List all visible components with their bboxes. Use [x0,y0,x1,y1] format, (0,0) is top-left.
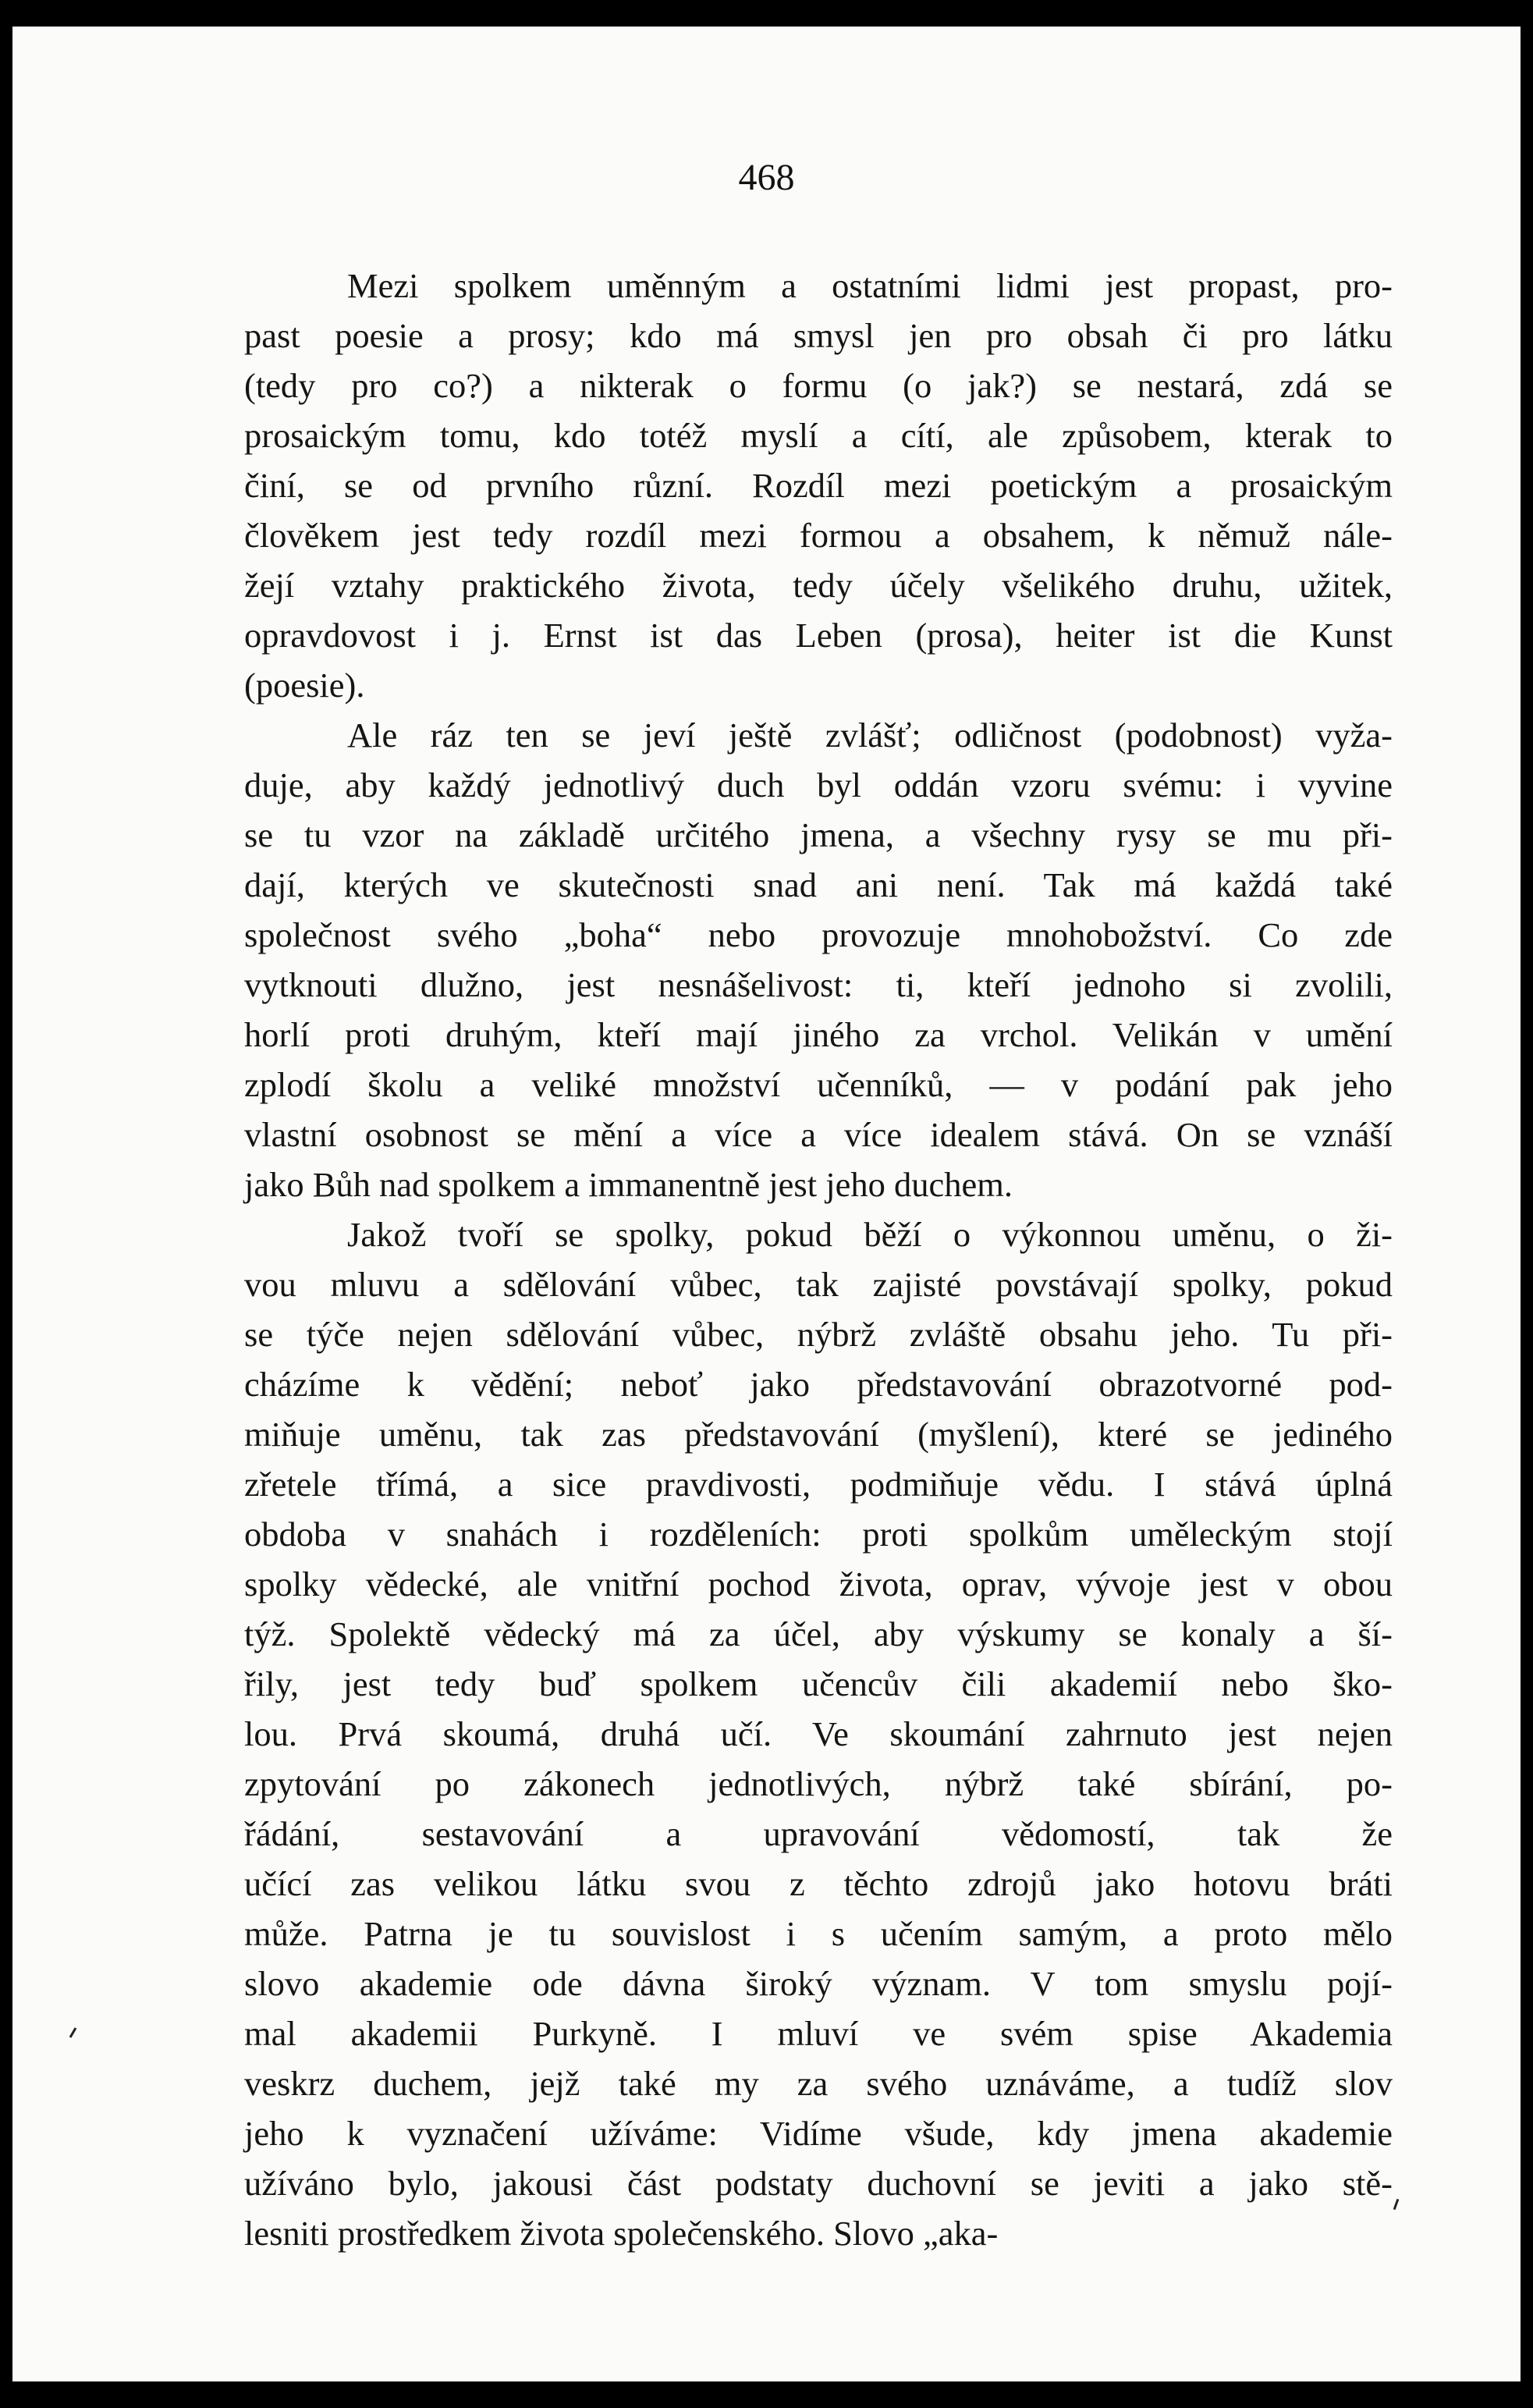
text-line: (poesie). [244,666,365,705]
text-line: může. Patrna je tu souvislost i s učením samým, a proto mělo [244,1914,1393,1953]
text-line: užíváno bylo, jakousi část podstaty duchovní se jeviti a jako stě- [244,2164,1393,2203]
paragraph [244,261,1393,710]
text-line: lou. Prvá skoumá, druhá učí. Ve skoumání zahrnuto jest nejen [244,1714,1393,1753]
text-line: vou mluvu a sdělování vůbec, tak zajisté povstávají spolky, pokud [244,1265,1393,1304]
text-line: Jakož tvoří se spolky, pokud běží o výkonnou uměnu, o ži- [347,1215,1393,1254]
text-line: cházíme k vědění; neboť jako představování obrazotvorné pod- [244,1365,1393,1404]
text-line: (tedy pro co?) a nikterak o formu (o jak?) se nestará, zdá se [244,366,1393,405]
text-line: horlí proti druhým, kteří mají jiného za vrchol. Velikán v umění [244,1015,1393,1054]
page-number: 468 [738,157,795,198]
text-line: vytknouti dlužno, jest nesnášelivost: ti, kteří jednoho si zvolili, [244,965,1393,1004]
text-line: řádání, sestavování a upravování vědomostí, tak že [244,1814,1393,1853]
text-line: miňuje uměnu, tak zas představování (myšlení), které se jediného [244,1415,1393,1454]
text-line: spolky vědecké, ale vnitřní pochod života, oprav, vývoje jest v obou [244,1564,1393,1604]
text-line: dají, kterých ve skutečnosti snad ani není. Tak má každá také [244,865,1393,904]
text-line: společnost svého „boha“ nebo provozuje mnohobožství. Co zde [244,915,1393,954]
text-line: jeho k vyznačení užíváme: Vidíme všude, kdy jmena akademie [244,2114,1393,2153]
text-line: jako Bůh nad spolkem a immanentně jest jeho duchem. [244,1165,1013,1204]
paragraph [244,1209,1393,2258]
text-line: řily, jest tedy buď spolkem učencův čili akademií nebo ško- [244,1664,1393,1703]
text-line: týž. Spolektě vědecký má za účel, aby výskumy se konaly a ší- [244,1614,1393,1653]
text-line: duje, aby každý jednotlivý duch byl oddán vzoru svému: i vyvine [244,765,1393,804]
text-line: vlastní osobnost se mění a více a více idealem stává. On se vznáší [244,1115,1393,1154]
text-line: veskrz duchem, jejž také my za svého uznáváme, a tudíž slov [244,2064,1393,2103]
body-text [244,261,1393,2258]
text-line: se tu vzor na základě určitého jmena, a všechny rysy se mu při- [244,815,1393,854]
text-line: obdoba v snahách i rozděleních: proti spolkům uměleckým stojí [244,1515,1393,1554]
text-line: zřetele třímá, a sice pravdivosti, podmiňuje vědu. I stává úplná [244,1465,1393,1504]
text-line: člověkem jest tedy rozdíl mezi formou a obsahem, k němuž nále- [244,516,1393,555]
text-line: zpytování po zákonech jednotlivých, nýbrž také sbírání, po- [244,1764,1393,1803]
paragraph [244,710,1393,1209]
text-line: zplodí školu a veliké množství učenníků, — v podání pak jeho [244,1065,1393,1104]
text-line: slovo akademie ode dávna široký význam. V tom smyslu pojí- [244,1964,1393,2003]
text-line: činí, se od prvního různí. Rozdíl mezi poetickým a prosaickým [244,466,1393,505]
text-line: prosaickým tomu, kdo totéž myslí a cítí, ale způsobem, kterak to [244,416,1393,455]
text-line: se týče nejen sdělování vůbec, nýbrž zvláště obsahu jeho. Tu při- [244,1315,1393,1354]
text-line: past poesie a prosy; kdo má smysl jen pro obsah či pro látku [244,316,1393,355]
text-line: učící zas velikou látku svou z těchto zdrojů jako hotovu bráti [244,1864,1393,1903]
text-line: žejí vztahy praktického života, tedy účely všelikého druhu, užitek, [244,566,1393,605]
text-line: Mezi spolkem uměnným a ostatními lidmi jest propast, pro- [347,266,1393,305]
text-line: mal akademii Purkyně. I mluví ve svém spise Akademia [244,2014,1393,2053]
text-line: opravdovost i j. Ernst ist das Leben (prosa), heiter ist die Kunst [244,616,1393,655]
text-line: lesniti prostředkem života společenského. Slovo „aka- [244,2214,999,2253]
text-line: Ale ráz ten se jeví ještě zvlášť; odličnost (podobnost) vyža- [347,716,1393,755]
